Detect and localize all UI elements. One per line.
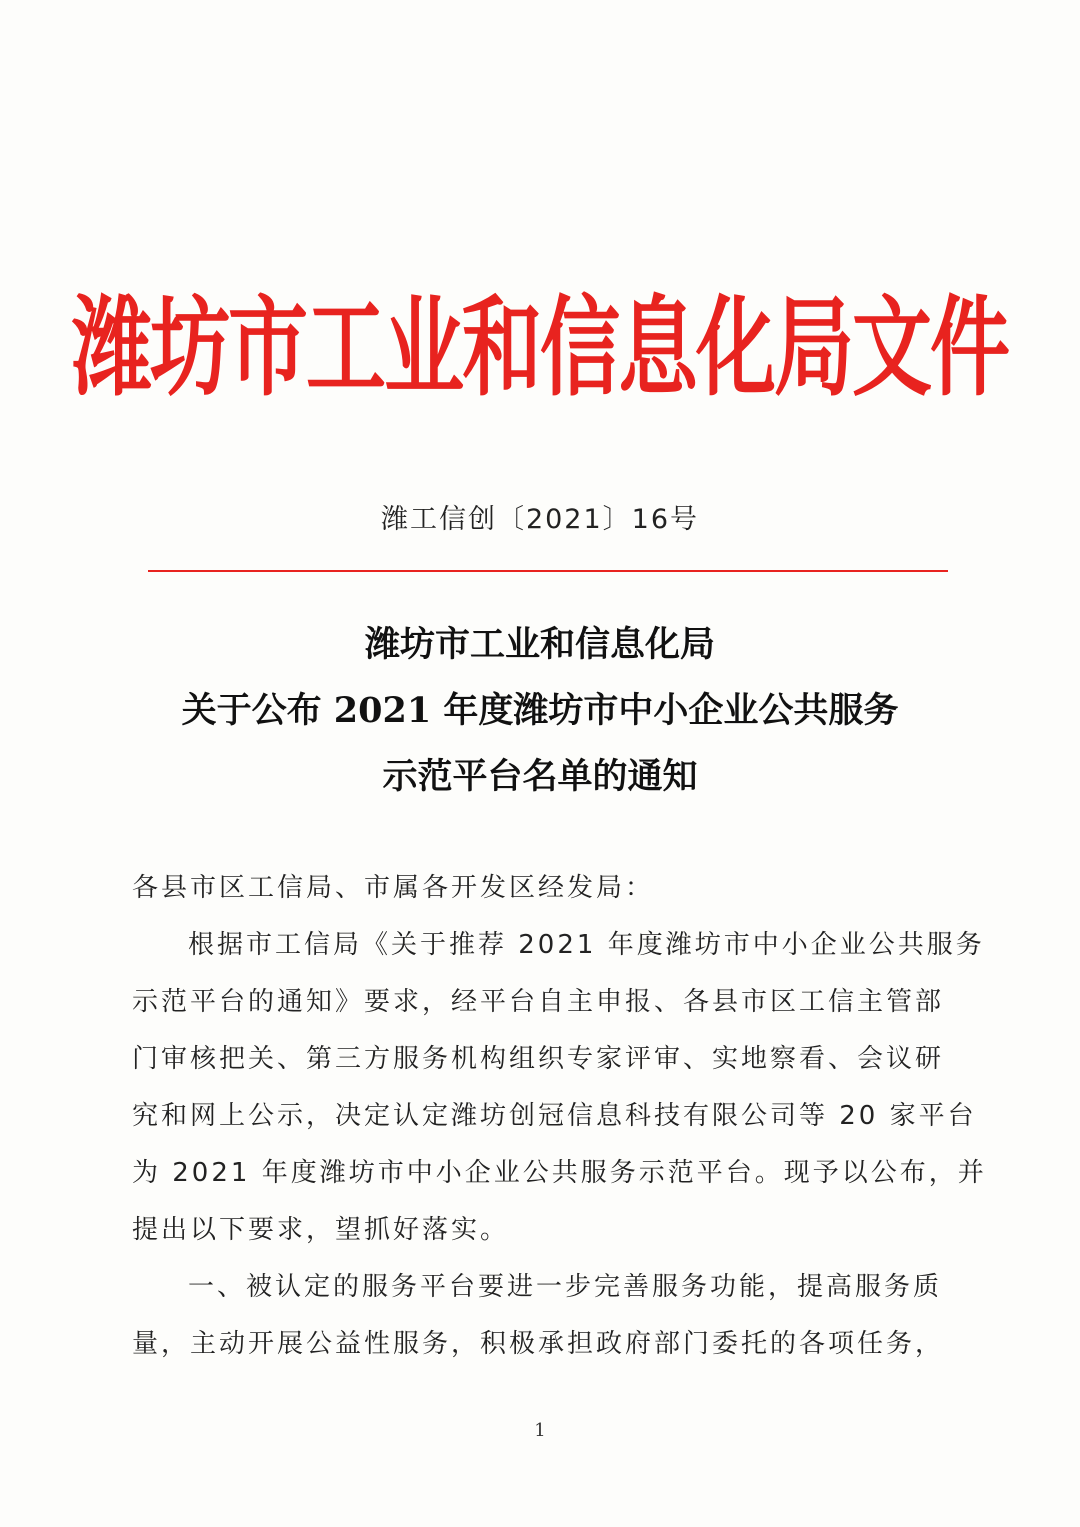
notice-title	[0, 612, 1080, 810]
paragraph-2-line: 一、被认定的服务平台要进一步完善服务功能，提高服务质	[188, 1272, 943, 1302]
paragraph-1-line: 提出以下要求，望抓好落实。	[132, 1215, 510, 1245]
paragraph-1-line: 门审核把关、第三方服务机构组织专家评审、实地察看、会议研	[132, 1044, 945, 1074]
paragraph-1-line: 为 2021 年度潍坊市中小企业公共服务示范平台。现予以公布，并	[132, 1158, 987, 1188]
paragraph-1-line: 根据市工信局《关于推荐 2021 年度潍坊市中小企业公共服务	[188, 930, 985, 960]
title-line-2: 关于公布 2021 年度潍坊市中小企业公共服务	[181, 690, 899, 731]
notice-body	[132, 860, 987, 1373]
paragraph-2-line: 量，主动开展公益性服务，积极承担政府部门委托的各项任务，	[132, 1329, 945, 1359]
page-number: 1	[534, 1420, 546, 1441]
document-number: 潍工信创〔2021〕16号	[380, 504, 700, 535]
document-masthead: 潍坊市工业和信息化局文件	[72, 283, 1008, 411]
red-divider-line	[148, 570, 948, 572]
salutation: 各县市区工信局、市属各开发区经发局：	[132, 873, 655, 903]
title-line-1: 潍坊市工业和信息化局	[364, 624, 715, 665]
title-line-3: 示范平台名单的通知	[382, 756, 698, 797]
paragraph-1-line: 示范平台的通知》要求，经平台自主申报、各县市区工信主管部	[132, 987, 945, 1017]
paragraph-1-line: 究和网上公示，决定认定潍坊创冠信息科技有限公司等 20 家平台	[132, 1101, 977, 1131]
